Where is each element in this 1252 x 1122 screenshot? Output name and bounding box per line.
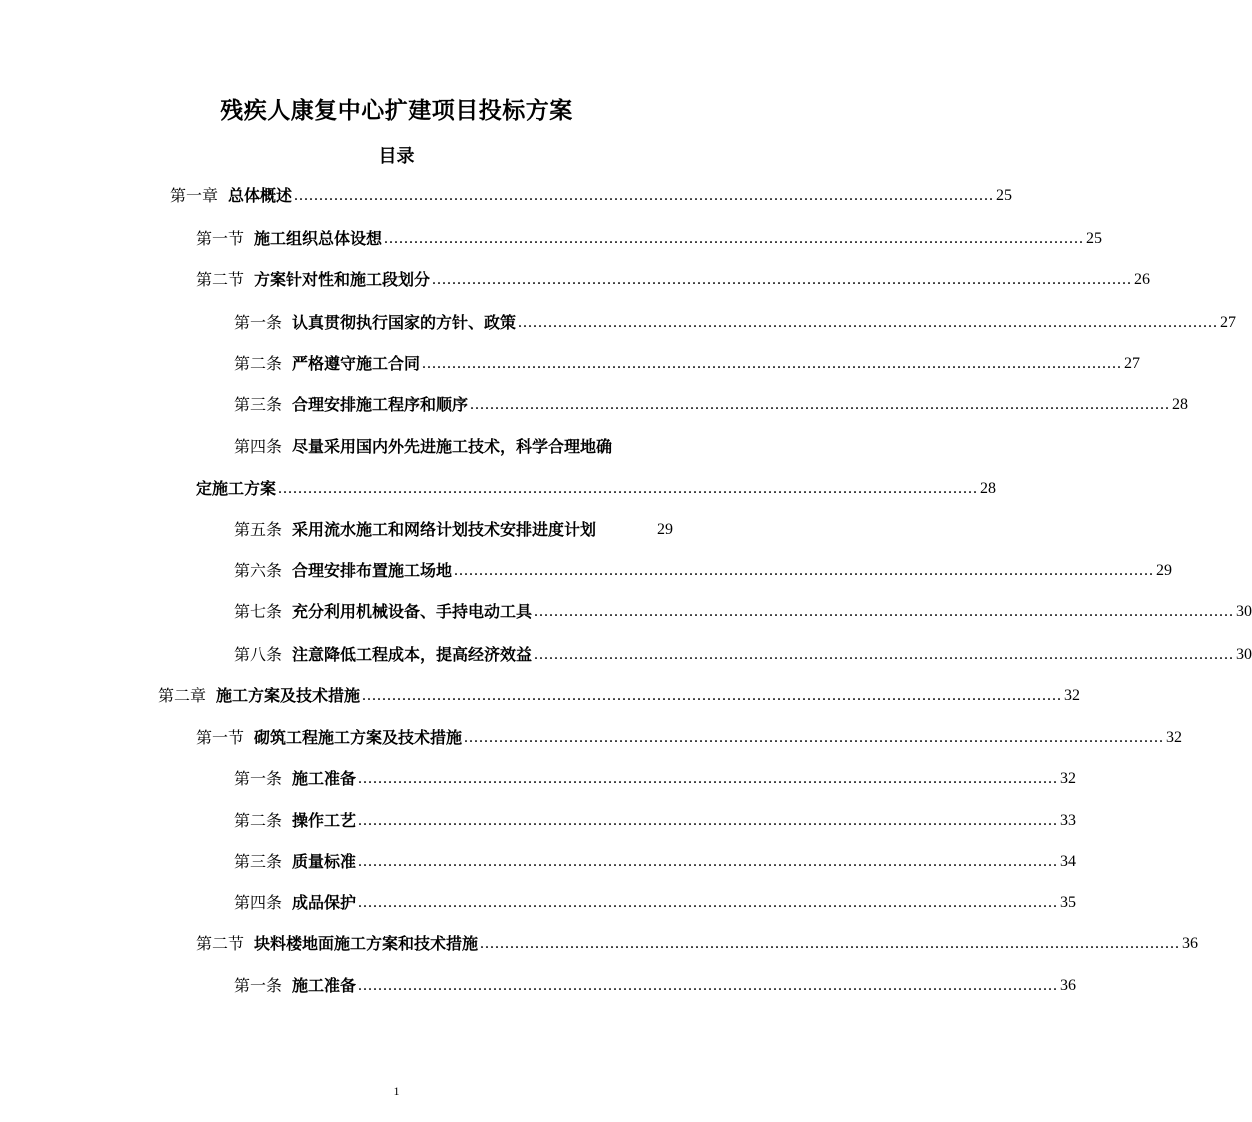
toc-leader-dots: ............................................................................................................................................ (362, 687, 1063, 704)
toc-leader-dots: ............................................................................................................................................ (358, 853, 1059, 870)
page-number: 1 (393, 1084, 400, 1098)
toc-entry-title: 严格遵守施工合同 (292, 354, 421, 373)
toc-entry-title: 采用流水施工和网络计划技术安排进度计划 (292, 520, 597, 539)
toc-entry[interactable] (234, 393, 1189, 417)
toc-entry-number: 第七条 (234, 602, 283, 621)
toc-leader-dots: ............................................................................................................................................ (534, 603, 1235, 620)
toc-entry-title: 砌筑工程施工方案及技术措施 (254, 728, 463, 747)
toc-entry-title: 质量标准 (292, 852, 357, 871)
toc-heading: 目录 (378, 146, 415, 167)
toc-entry-number: 第五条 (234, 520, 283, 539)
toc-entry-number: 第二条 (234, 811, 283, 830)
toc-entry-page: 28 (980, 480, 997, 497)
toc-entry-page: 32 (1166, 729, 1183, 746)
toc-entry[interactable] (234, 891, 1077, 915)
toc-entry[interactable] (234, 767, 1077, 791)
toc-entry[interactable] (170, 184, 1013, 208)
toc-entry-page: 29 (657, 521, 673, 538)
toc-entry-title: 施工组织总体设想 (254, 229, 383, 248)
toc-entry-number: 第二节 (196, 270, 245, 289)
toc-entry-number: 第八条 (234, 645, 283, 664)
toc-leader-dots: ............................................................................................................................................ (358, 812, 1059, 829)
toc-leader-dots: ............................................................................................................................................ (518, 314, 1219, 331)
toc-entry-page: 34 (1060, 853, 1077, 870)
toc-entry[interactable] (196, 268, 1151, 292)
toc-entry-title: 认真贯彻执行国家的方针、政策 (292, 313, 517, 332)
toc-leader-dots: ............................................................................................................................................ (358, 894, 1059, 911)
toc-leader-dots: ............................................................................................................................................ (432, 271, 1133, 288)
toc-leader-dots: ............................................................................................................................................ (294, 187, 995, 204)
toc-entry-title: 方案针对性和施工段划分 (254, 270, 431, 289)
toc-entry[interactable] (234, 974, 1077, 998)
toc-entry-number: 第二节 (196, 934, 245, 953)
toc-entry-number: 第二章 (158, 686, 207, 705)
toc-entry[interactable] (234, 352, 1141, 376)
toc-entry[interactable] (234, 518, 673, 542)
toc-entry-page: 32 (1060, 770, 1077, 787)
toc-entry-title: 充分利用机械设备、手持电动工具 (292, 602, 533, 621)
toc-entry-title: 注意降低工程成本，提高经济效益 (292, 645, 533, 664)
toc-entry-first-line[interactable] (234, 435, 673, 459)
toc-entry-number: 第四条 (234, 893, 283, 912)
toc-entry-title: 成品保护 (292, 893, 357, 912)
toc-leader-dots: ............................................................................................................................................ (534, 646, 1235, 663)
toc-entry[interactable] (234, 643, 1252, 667)
toc-entry-title: 施工准备 (292, 976, 357, 995)
toc-entry-page: 27 (1124, 355, 1141, 372)
toc-entry-page: 32 (1064, 687, 1081, 704)
toc-leader-dots: ............................................................................................................................................ (278, 480, 979, 497)
toc-entry-page: 26 (1134, 271, 1151, 288)
toc-entry-title: 施工方案及技术措施 (216, 686, 361, 705)
toc-entry-number: 第一条 (234, 976, 283, 995)
toc-entry-page: 35 (1060, 894, 1077, 911)
toc-entry-page: 33 (1060, 812, 1077, 829)
toc-entry-number: 第一条 (234, 769, 283, 788)
toc-leader-dots: ............................................................................................................................................ (470, 396, 1171, 413)
document-title: 残疾人康复中心扩建项目投标方案 (220, 98, 573, 124)
toc-leader-dots: ............................................................................................................................................ (454, 562, 1155, 579)
toc-entry-number: 第三条 (234, 395, 283, 414)
toc-entry-number: 第六条 (234, 561, 283, 580)
toc-entry-page: 29 (1156, 562, 1173, 579)
toc-entry-title: 合理安排施工程序和顺序 (292, 395, 469, 414)
toc-entry-title: 块料楼地面施工方案和技术措施 (254, 934, 479, 953)
toc-entry[interactable] (196, 227, 1103, 251)
toc-entry-number: 第一章 (170, 186, 219, 205)
toc-entry[interactable] (234, 600, 1252, 624)
toc-entry-number: 第三条 (234, 852, 283, 871)
toc-entry-title: 施工准备 (292, 769, 357, 788)
toc-entry-number: 第一节 (196, 728, 245, 747)
toc-leader-dots: ............................................................................................................................................ (480, 935, 1181, 952)
toc-entry-title: 总体概述 (228, 186, 293, 205)
toc-entry-title: 操作工艺 (292, 811, 357, 830)
toc-leader-dots: ............................................................................................................................................ (358, 770, 1059, 787)
toc-leader-dots: ............................................................................................................................................ (464, 729, 1165, 746)
toc-entry-page: 27 (1220, 314, 1237, 331)
toc-leader-dots: ............................................................................................................................................ (422, 355, 1123, 372)
toc-entry-number: 第一条 (234, 313, 283, 332)
toc-leader-dots: ............................................................................................................................................ (358, 977, 1059, 994)
toc-entry-page: 28 (1172, 396, 1189, 413)
toc-entry-page: 25 (1086, 230, 1103, 247)
toc-entry[interactable] (196, 932, 1199, 956)
toc-entry-title: 合理安排布置施工场地 (292, 561, 453, 580)
toc-entry-page: 36 (1060, 977, 1077, 994)
toc-entry-page: 36 (1182, 935, 1199, 952)
toc-entry-page: 30 (1236, 603, 1252, 620)
toc-entry-title: 尽量采用国内外先进施工技术，科学合理地确 (292, 437, 613, 456)
toc-entry[interactable] (234, 809, 1077, 833)
toc-entry-page: 25 (996, 187, 1013, 204)
toc-entry[interactable] (158, 684, 1081, 708)
toc-entry-number: 第四条 (234, 437, 283, 456)
toc-entry-number: 第一节 (196, 229, 245, 248)
toc-entry-title-continued: 定施工方案 (196, 479, 277, 498)
toc-leader-dots: ............................................................................................................................................ (384, 230, 1085, 247)
toc-entry[interactable] (234, 850, 1077, 874)
toc-entry-continuation[interactable] (196, 477, 997, 501)
toc-entry[interactable] (234, 311, 1237, 335)
toc-entry[interactable] (234, 559, 1173, 583)
toc-entry[interactable] (196, 726, 1183, 750)
toc-entry-page: 30 (1236, 646, 1252, 663)
toc-entry-number: 第二条 (234, 354, 283, 373)
